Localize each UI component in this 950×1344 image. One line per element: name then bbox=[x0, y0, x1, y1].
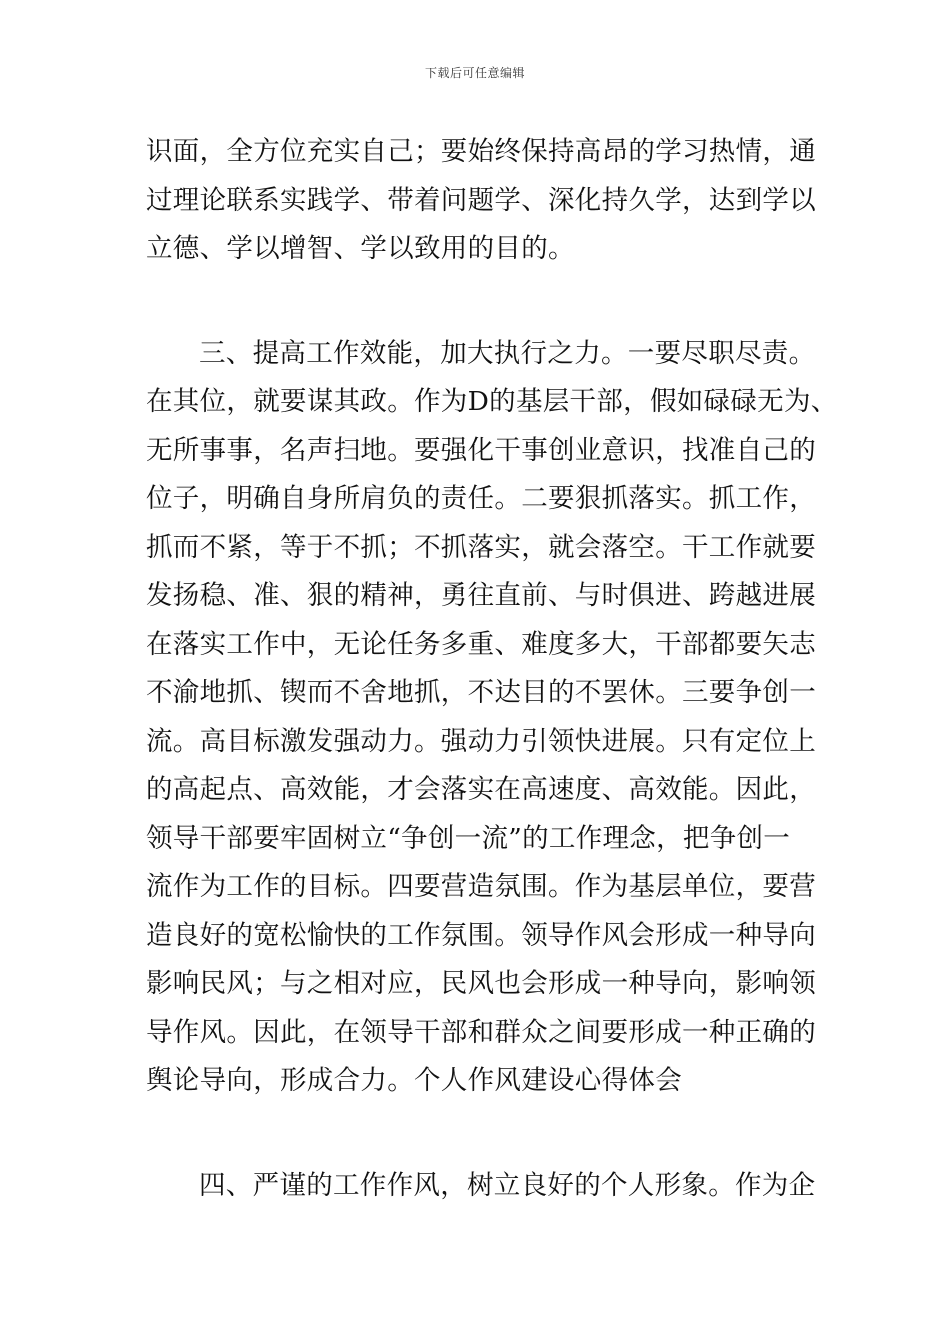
paragraph-line: 流作为工作的目标。四要营造氛围。作为基层单位，要营 bbox=[146, 871, 816, 902]
paragraph-line: 的高起点、高效能，才会落实在高速度、高效能。因此， bbox=[146, 774, 816, 805]
page-header: 下载后可任意编辑 bbox=[424, 66, 525, 80]
paragraph-line: 流。高目标激发强动力。强动力引领快进展。只有定位上 bbox=[146, 725, 816, 757]
paragraph-line: 无所事事，名声扫地。要强化干事创业意识，找准自己的 bbox=[146, 434, 816, 466]
paragraph-line: 领导干部要牢固树立“争创一流”的工作理念，把争创一 bbox=[146, 822, 791, 854]
paragraph-line: 位子，明确自身所肩负的责任。二要狠抓落实。抓工作， bbox=[146, 483, 816, 514]
paragraph-line: 三、提高工作效能，加大执行之力。一要尽职尽责。 bbox=[199, 337, 816, 369]
paragraph-line: 发扬稳、准、狠的精神，勇往直前、与时俱进、跨越进展 bbox=[146, 580, 816, 611]
paragraph-line: 舆论导向，形成合力。个人作风建设心得体会 bbox=[146, 1065, 682, 1096]
paragraph-spacer bbox=[146, 1106, 808, 1162]
paragraph-line: 在其位，就要谋其政。作为D的基层干部，假如碌碌无为、 bbox=[146, 386, 838, 417]
document-body bbox=[146, 128, 838, 1210]
paragraph-line: 影响民风；与之相对应，民风也会形成一种导向，影响领 bbox=[146, 968, 816, 999]
paragraph-line: 抓而不紧，等于不抓；不抓落实，就会落空。干工作就要 bbox=[146, 531, 816, 563]
paragraph-line: 立德、学以增智、学以致用的目的。 bbox=[146, 233, 575, 264]
paragraph-spacer bbox=[146, 274, 808, 330]
paragraph-line: 导作风。因此，在领导干部和群众之间要形成一种正确的 bbox=[146, 1016, 816, 1048]
paragraph-3 bbox=[146, 1162, 816, 1211]
paragraph-1 bbox=[146, 128, 816, 274]
paragraph-2 bbox=[146, 330, 838, 1106]
paragraph-line: 在落实工作中，无论任务多重、难度多大，干部都要矢志 bbox=[146, 628, 816, 660]
paragraph-line: 四、严谨的工作作风，树立良好的个人形象。作为企 bbox=[199, 1169, 816, 1201]
paragraph-line: 过理论联系实践学、带着问题学、深化持久学，达到学以 bbox=[146, 184, 816, 216]
paragraph-line: 造良好的宽松愉快的工作氛围。领导作风会形成一种导向 bbox=[146, 919, 816, 951]
paragraph-line: 识面，全方位充实自己；要始终保持高昂的学习热情，通 bbox=[146, 136, 816, 167]
paragraph-line: 不渝地抓、锲而不舍地抓，不达目的不罢休。三要争创一 bbox=[146, 677, 816, 708]
